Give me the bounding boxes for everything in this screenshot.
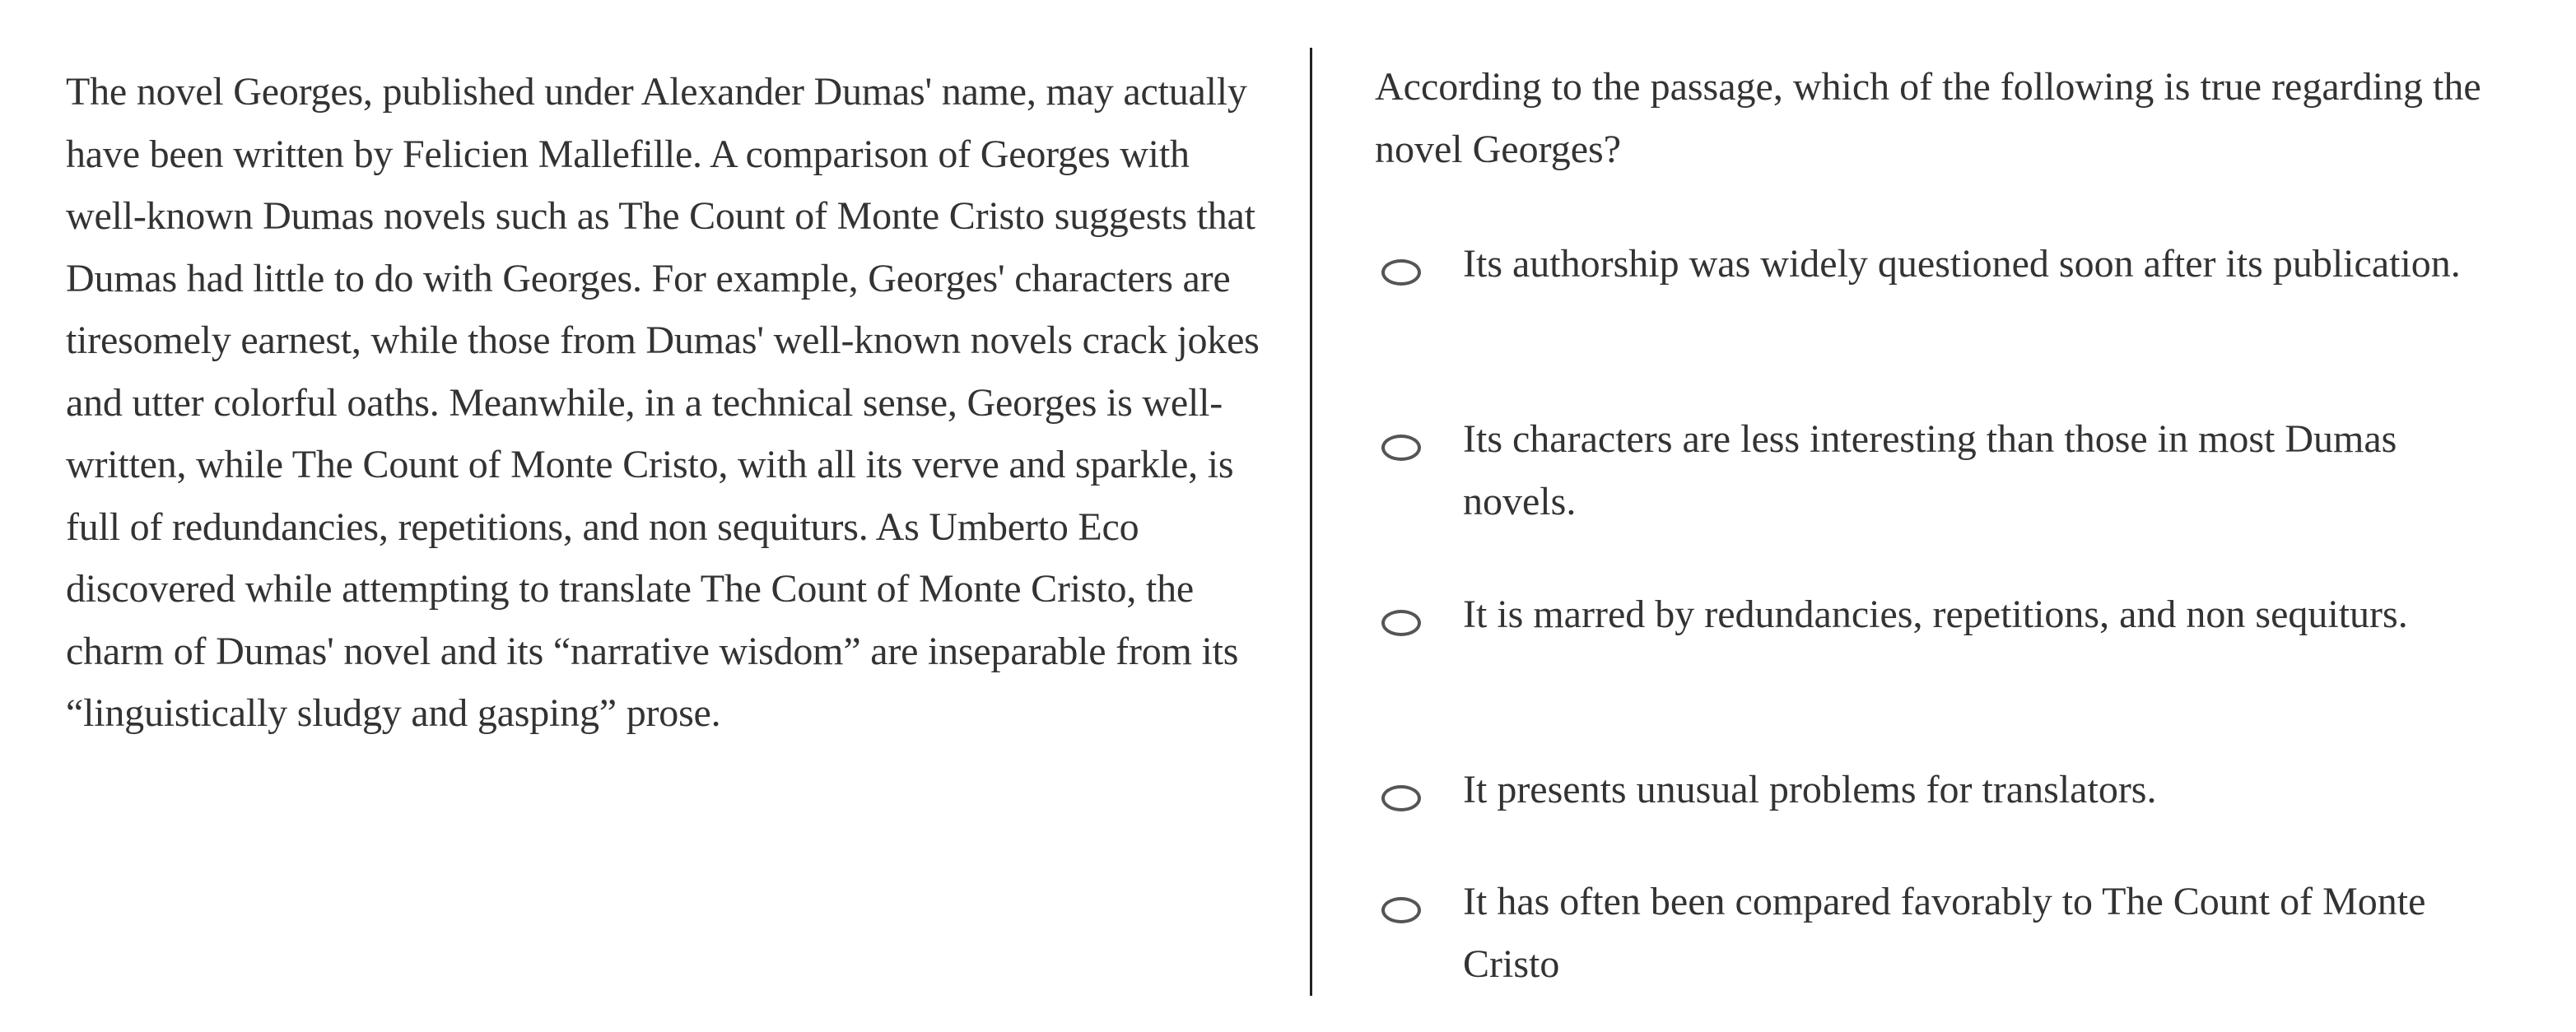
answer-choice-label: Its authorship was widely questioned soon after its publication. xyxy=(1463,242,2461,286)
radio-button-icon[interactable] xyxy=(1381,435,1421,461)
answer-choice-label: It is marred by redundancies, repetitions, and non sequiturs. xyxy=(1463,593,2408,636)
question-panel xyxy=(1375,56,2494,180)
passage-text: The novel Georges, published under Alexander Dumas' name, may actually have been written by Felicien Mallefille. A comparison of Georges with well-known Dumas novels such as The Count of Monte Cristo suggests that Dumas had little to do with Georges. For example, Georges' characters are tiresomely earnest, while those from Dumas' well-known novels crack jokes and utter colorful oaths. Meanwhile, in a technical sense, Georges is well-written, while The Count of Monte Cristo, with all its verve and sparkle, is full of redundancies, repetitions, and non sequiturs. As Umberto Eco discovered while attempting to translate The Count of Monte Cristo, the charm of Dumas' novel and its “narrative wisdom” are inseparable from its “linguistically sludgy and gasping” prose. xyxy=(66,70,1260,735)
radio-button-icon[interactable] xyxy=(1381,785,1421,811)
answer-choice-label: Its characters are less interesting than those in most Dumas novels. xyxy=(1463,417,2397,523)
column-divider xyxy=(1310,48,1312,996)
radio-button-icon[interactable] xyxy=(1381,259,1421,286)
radio-button-icon[interactable] xyxy=(1381,897,1421,923)
radio-button-icon[interactable] xyxy=(1381,610,1421,636)
answer-choice-label: It presents unusual problems for translators. xyxy=(1463,768,2157,811)
question-stem: According to the passage, which of the following is true regarding the novel Georges? xyxy=(1375,65,2481,171)
answer-choice-label: It has often been compared favorably to The Count of Monte Cristo xyxy=(1463,880,2426,986)
